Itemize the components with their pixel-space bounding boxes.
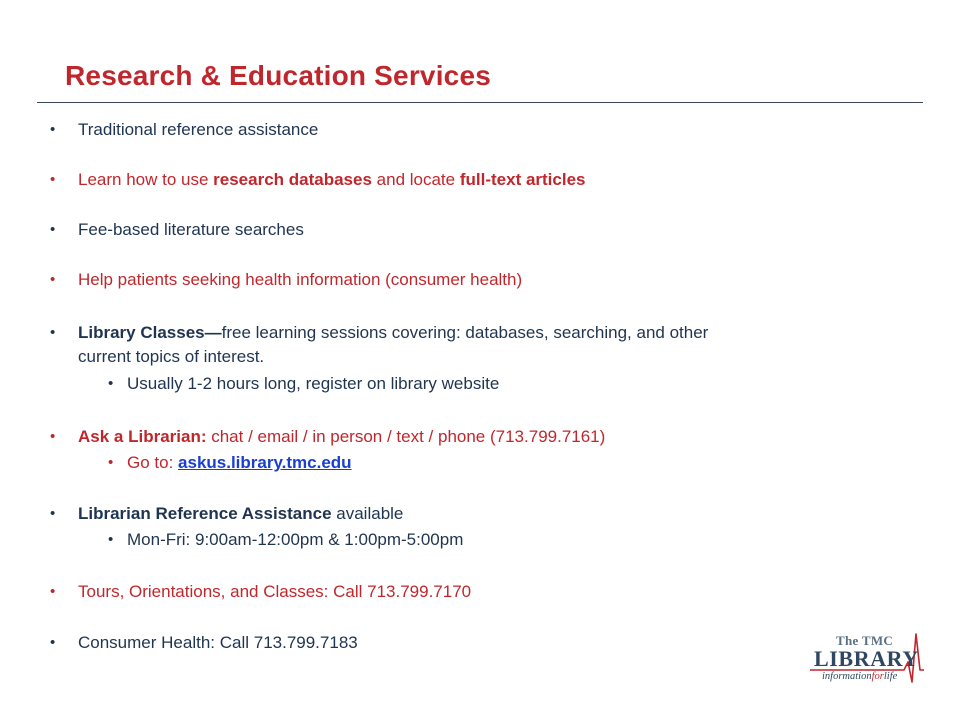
bullet-marker: • (50, 583, 56, 600)
bullet-emphasis: Library Classes— (78, 323, 222, 342)
logo-line2: LIBRARY (814, 646, 919, 671)
bullet-text: Traditional reference assistance (78, 120, 319, 139)
bullet-marker: • (50, 324, 56, 341)
bullet-text: Usually 1-2 hours long, register on library website (127, 374, 500, 393)
bullet-marker: • (50, 121, 56, 138)
bullet-item-databases (78, 169, 586, 191)
bullet-text: Tours, Orientations, and Classes: Call 713.799.7170 (78, 582, 472, 601)
bullet-text: Learn how to use (78, 170, 214, 189)
bullet-marker: • (50, 171, 56, 188)
logo-line1: The TMC (836, 633, 894, 648)
sub-bullet-classes (127, 373, 499, 395)
bullet-item-classes (78, 322, 708, 344)
bullet-marker: • (50, 271, 56, 288)
bullet-marker: • (50, 221, 56, 238)
bullet-item-consumer-call (78, 632, 358, 654)
tmc-library-logo (808, 630, 926, 692)
askus-link[interactable]: askus.library.tmc.edu (178, 453, 352, 472)
bullet-text: and locate (371, 170, 460, 189)
bullet-emphasis: full-text articles (459, 170, 586, 189)
bullet-emphasis: Ask a Librarian: (78, 427, 207, 446)
bullet-text: Help patients seeking health information (consumer health) (78, 270, 523, 289)
bullet-text: Mon-Fri: 9:00am-12:00pm & 1:00pm-5:00pm (127, 530, 464, 549)
bullet-text: available (331, 504, 404, 523)
bullet-marker: • (50, 634, 56, 651)
bullet-item-reference (78, 119, 318, 141)
sub-bullet-marker: • (108, 454, 114, 471)
bullet-emphasis: research databases (213, 170, 372, 189)
bullet-item-literature (78, 219, 304, 241)
bullet-emphasis: Librarian Reference Assistance (78, 504, 332, 523)
bullet-item-ask-librarian (78, 426, 605, 448)
bullet-text: chat / email / in person / text / phone (713.799.7161) (206, 427, 606, 446)
sub-bullet-marker: • (108, 375, 114, 392)
logo-tagline-a: information (822, 671, 872, 682)
bullet-item-consumer-health (78, 269, 522, 291)
sub-bullet-goto (127, 452, 352, 474)
logo-tagline-c: life (883, 671, 898, 682)
sub-bullet-hours (127, 529, 463, 551)
logo-tagline (822, 671, 897, 682)
bullet-text: current topics of interest. (78, 347, 265, 366)
logo-tagline-b: for (871, 671, 884, 682)
bullet-marker: • (50, 428, 56, 445)
bullet-text: Go to: (127, 453, 179, 472)
bullet-item-tours (78, 581, 471, 603)
bullet-text: Fee-based literature searches (78, 220, 304, 239)
bullet-text: Consumer Health: Call 713.799.7183 (78, 633, 358, 652)
sub-bullet-marker: • (108, 531, 114, 548)
bullet-item-reference-assistance (78, 503, 403, 525)
slide-title: Research & Education Services (65, 60, 491, 91)
bullet-continuation (78, 346, 264, 368)
bullet-text: free learning sessions covering: databases, searching, and other (221, 323, 709, 342)
bullet-marker: • (50, 505, 56, 522)
